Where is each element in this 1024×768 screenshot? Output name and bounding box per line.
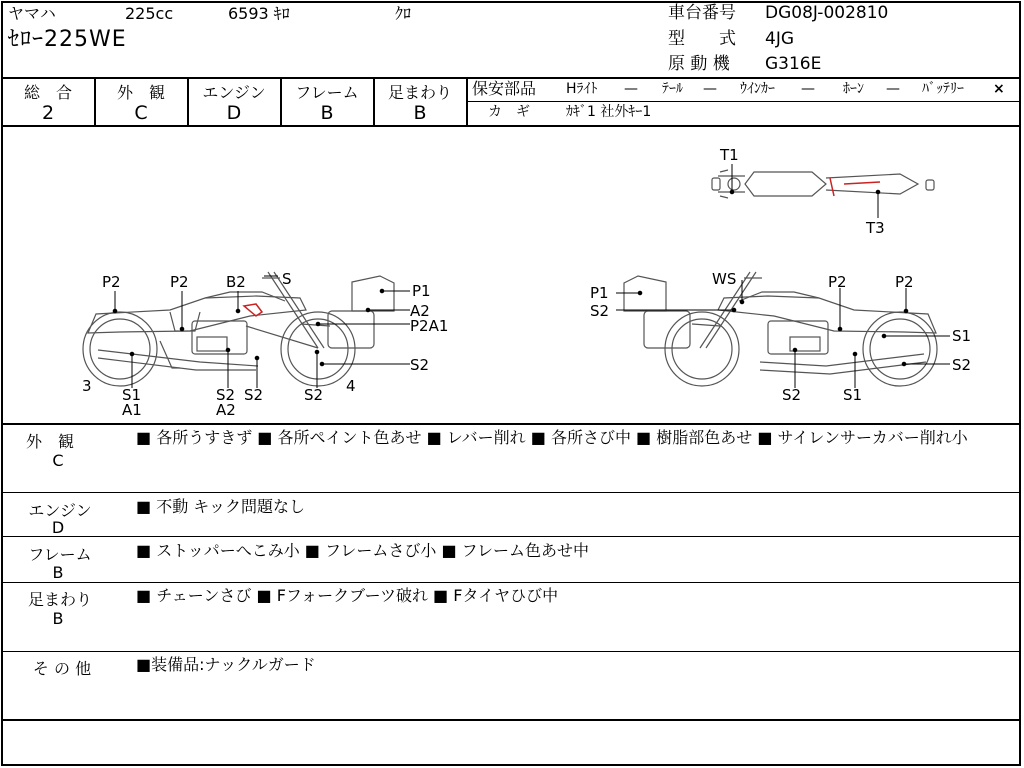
section-other-text: ■装備品:ナックルガード: [136, 655, 316, 674]
section-suspension-label: 足まわり: [27, 590, 92, 609]
top-view-bike: [712, 170, 934, 198]
label-right-ws: WS: [712, 270, 737, 288]
label-top-t1: T1: [720, 146, 739, 164]
maker-name: ヤマハ: [8, 4, 56, 23]
safety-tail-status: —: [703, 81, 717, 97]
label-left-a2b: A2: [216, 401, 236, 419]
label-left-b2: B2: [226, 273, 246, 291]
safety-battery: ﾊﾞｯﾃﾘｰ: [922, 81, 964, 97]
damage-diagram: [0, 126, 1024, 424]
label-left-p2b: P2: [170, 273, 189, 291]
engine-code-label: 原 動 機: [668, 54, 730, 74]
section-frame-label: フレーム: [28, 545, 92, 564]
grade-suspension-value: B: [413, 102, 427, 124]
frame-number: DG08J-002810: [765, 3, 889, 23]
section-engine-grade: D: [51, 518, 65, 537]
section-other-label: そ の 他: [32, 659, 92, 678]
label-left-a2: A2: [410, 302, 430, 320]
label-left-p1: P1: [412, 282, 431, 300]
label-left-s2a: S2: [216, 386, 236, 404]
model-code-label: 型 式: [668, 29, 736, 49]
label-right-s2-bottom: S2: [782, 386, 802, 404]
grade-engine-label: エンジン: [202, 83, 266, 102]
section-frame-grade: B: [52, 563, 64, 582]
displacement: 225cc: [125, 4, 174, 23]
section-engine-text: ■ 不動 キック問題なし: [136, 497, 305, 516]
damage-mark-tank: [244, 304, 262, 316]
section-frame-text: ■ ストッパーへこみ小 ■ フレームさび小 ■ フレーム色あせ中: [136, 541, 590, 560]
section-divider: [1, 651, 1021, 652]
label-right-s2-left: S2: [590, 302, 610, 320]
key-label: カ ギ: [488, 104, 530, 120]
safety-battery-status: ×: [993, 81, 1005, 97]
label-left-s: S: [282, 270, 292, 288]
label-right-p1: P1: [590, 284, 609, 302]
diagram-bottom: [1, 423, 1021, 425]
label-left-s1: S1: [122, 386, 142, 404]
right-side-bike: [624, 272, 937, 386]
safety-label: 保安部品: [472, 79, 537, 98]
section-divider: [1, 582, 1021, 583]
color: ｸﾛ: [395, 4, 412, 23]
grade-exterior-label: 外 観: [116, 83, 165, 102]
label-left-3: 3: [82, 377, 92, 395]
section-engine-label: エンジン: [28, 501, 92, 520]
label-right-p2a: P2: [828, 273, 847, 291]
label-left-s2c: S2: [304, 386, 324, 404]
key-value: ｶｷﾞ1 社外ｷｰ1: [566, 104, 652, 120]
label-left-s2b: S2: [244, 386, 264, 404]
section-exterior-grade: C: [52, 451, 64, 470]
safety-horn: ﾎｰﾝ: [843, 81, 864, 97]
label-left-4: 4: [346, 377, 356, 395]
label-right-p2b: P2: [895, 273, 914, 291]
label-right-s2: S2: [952, 356, 972, 374]
label-left-a1: A1: [122, 401, 142, 419]
section-bottom: [1, 719, 1021, 721]
grade-engine-value: D: [226, 102, 242, 124]
model-code: 4JG: [765, 29, 795, 49]
label-right-s1: S1: [952, 327, 972, 345]
grade-overall-value: 2: [41, 102, 55, 124]
safety-tail: ﾃｰﾙ: [662, 81, 683, 97]
section-suspension-grade: B: [52, 609, 64, 628]
label-top-t3: T3: [866, 219, 885, 237]
safety-winker: ｳｲﾝｶｰ: [740, 81, 775, 97]
grade-frame-value: B: [320, 102, 334, 124]
grade-overall-label: 総 合: [23, 83, 72, 102]
mileage: 6593 ｷﾛ: [228, 4, 290, 23]
section-divider: [1, 536, 1021, 537]
model-name: ｾﾛｰ225WE: [8, 27, 127, 52]
engine-code: G316E: [765, 54, 822, 74]
label-left-s2-right: S2: [410, 356, 430, 374]
section-exterior-text: ■ 各所うすきず ■ 各所ペイント色あせ ■ レバー削れ ■ 各所さび中 ■ 樹脂部色あせ ■ サイレンサーカバー削れ小: [136, 428, 968, 447]
grade-divider: [466, 78, 468, 126]
safety-divider: [466, 101, 1021, 102]
section-divider: [1, 492, 1021, 493]
section-suspension-text: ■ チェーンさび ■ Fフォークブーツ破れ ■ Fタイヤひび中: [136, 586, 559, 605]
damage-mark-top: [830, 178, 880, 196]
safety-headlight: Hﾗｲﾄ: [566, 81, 598, 97]
label-left-p2a: P2: [102, 273, 121, 291]
grade-suspension-label: 足まわり: [387, 83, 452, 102]
safety-winker-status: —: [801, 81, 815, 97]
safety-horn-status: —: [886, 81, 900, 97]
safety-headlight-status: —: [624, 81, 638, 97]
label-right-s1-bottom: S1: [843, 386, 863, 404]
label-left-p2a1: P2A1: [410, 317, 449, 335]
frame-number-label: 車台番号: [668, 3, 736, 23]
grade-frame-label: フレーム: [295, 83, 359, 102]
section-exterior-label: 外 観: [25, 432, 74, 451]
grade-exterior-value: C: [134, 102, 148, 124]
